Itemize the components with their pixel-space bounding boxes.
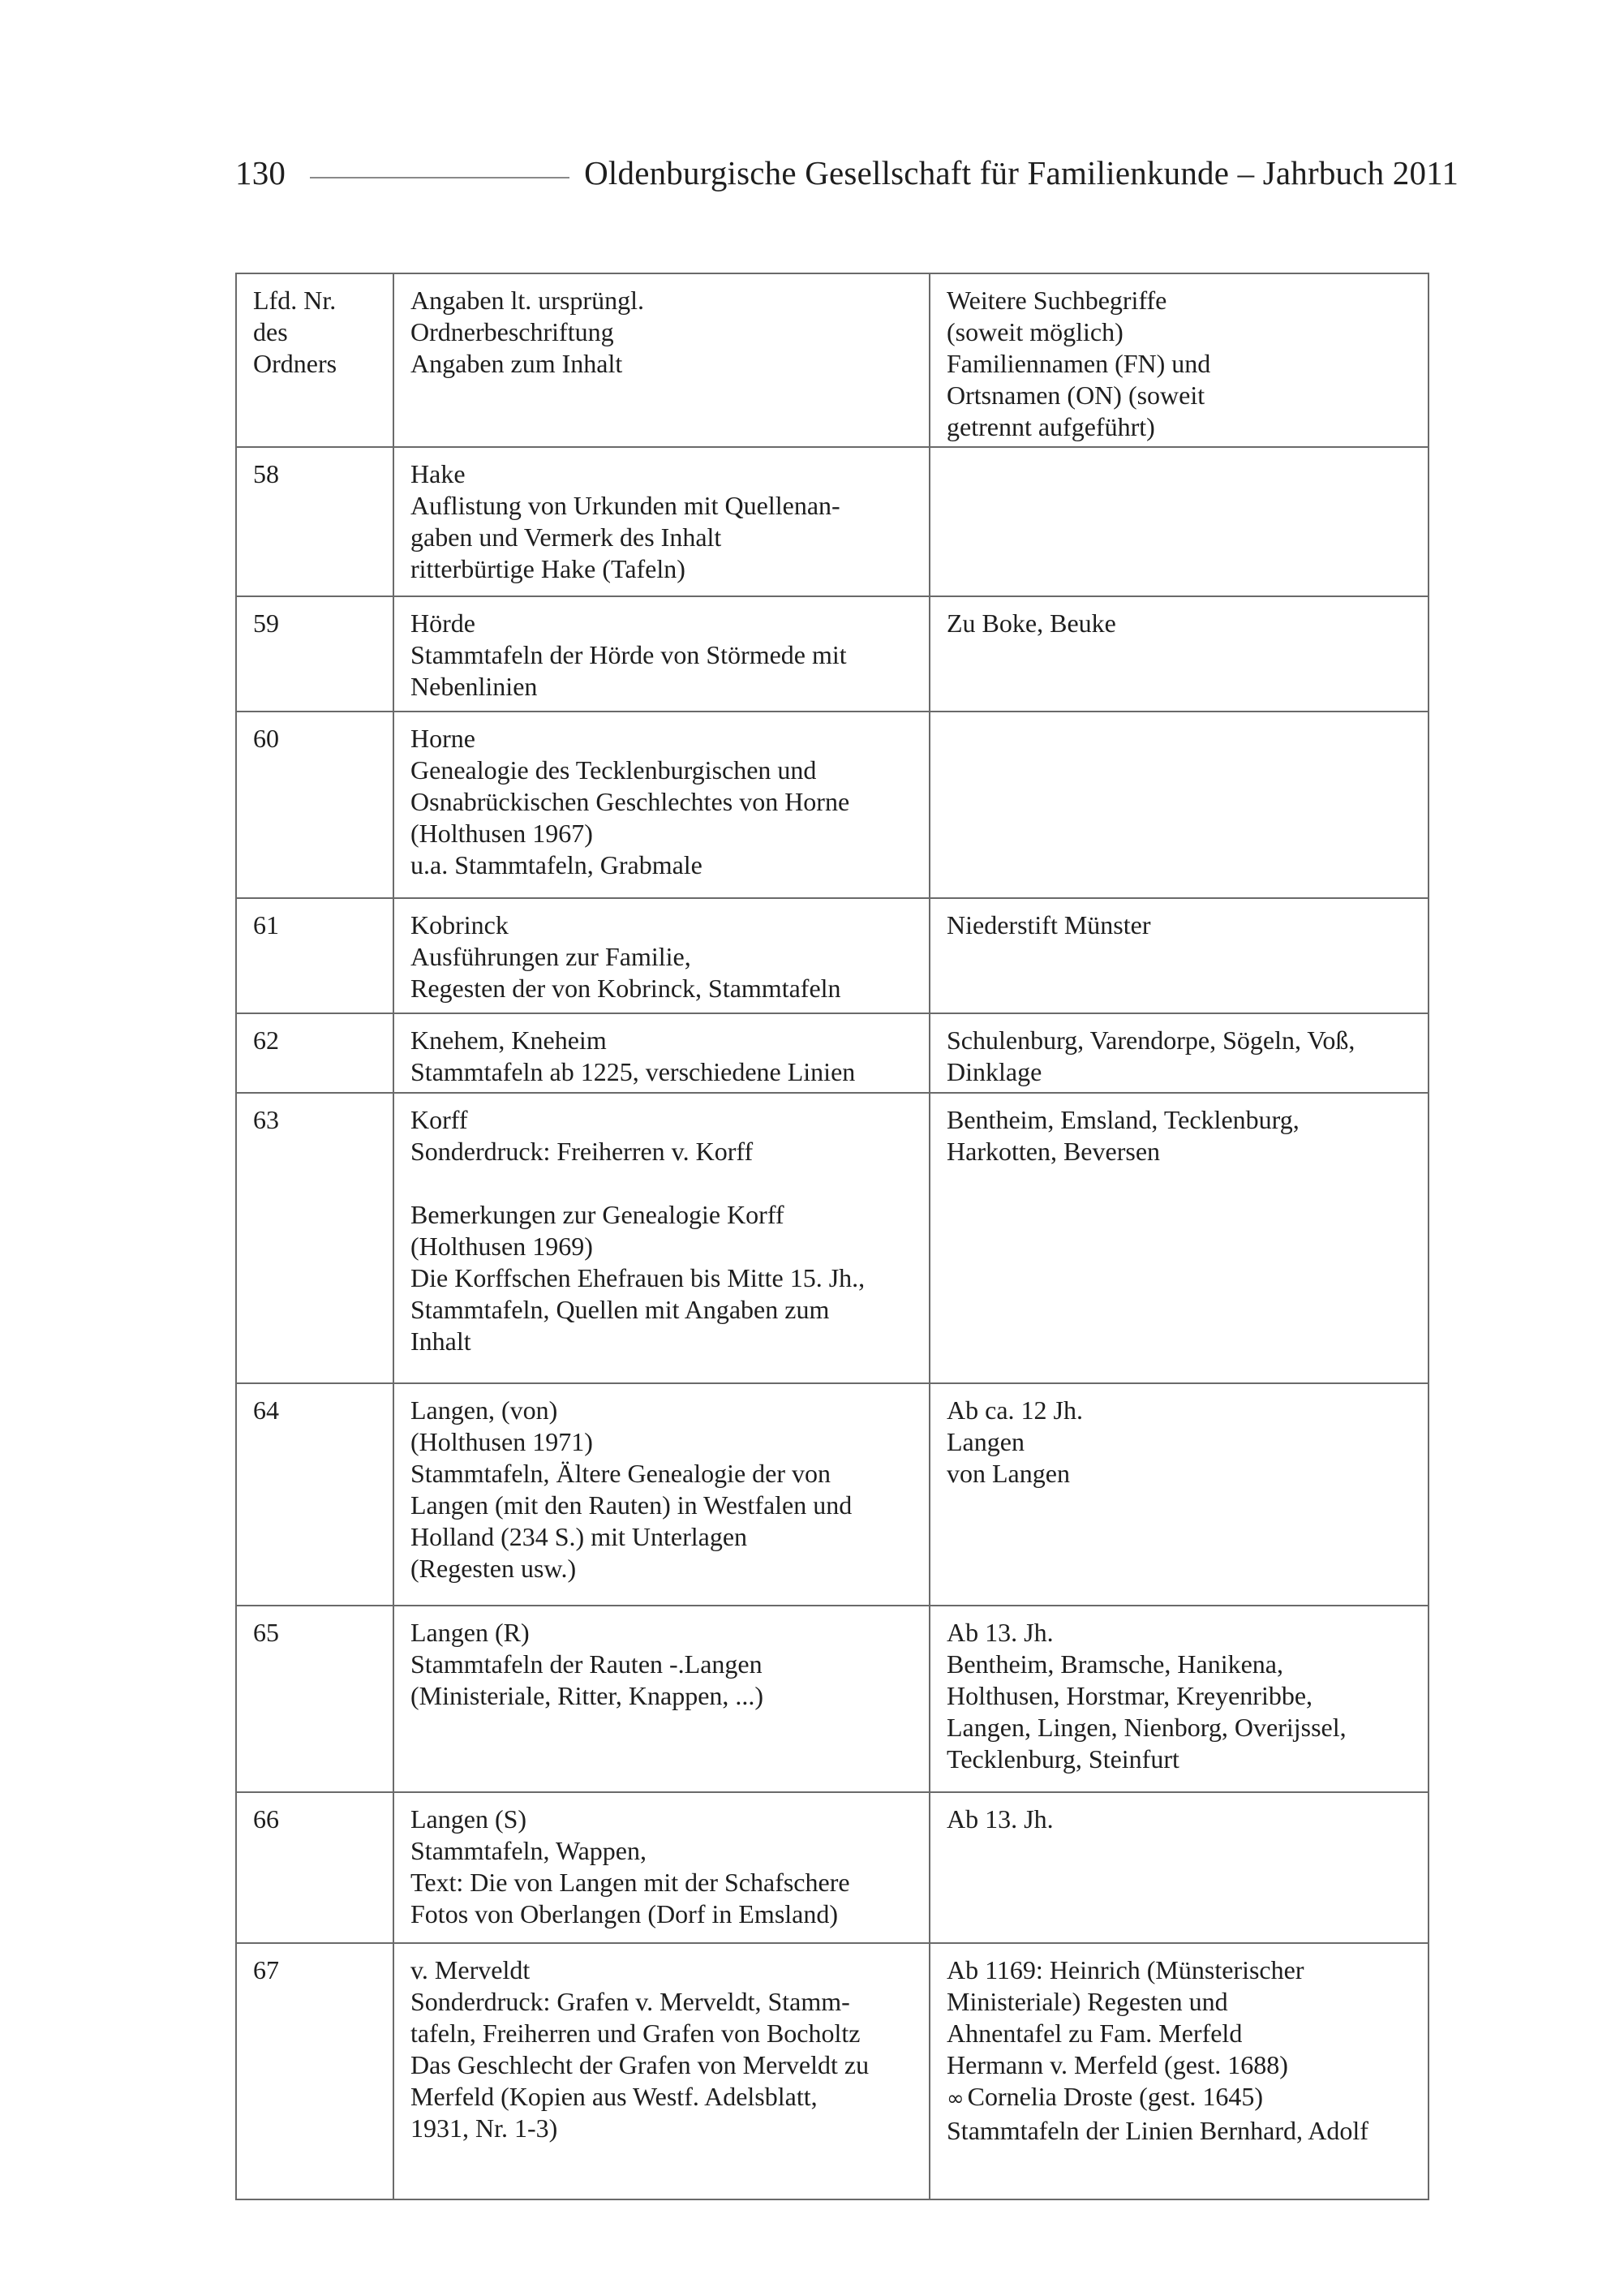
register-table (235, 273, 1429, 2200)
suchbegriff-line (947, 2081, 1415, 2115)
angaben-line: Die Korffschen Ehefrauen bis Mitte 15. Jh., (410, 1263, 866, 1292)
header-cell-suchbegriffe (930, 273, 1429, 447)
angaben-line: Hörde (410, 608, 475, 638)
suchbegriff-line: Bentheim, Bramsche, Hanikena, (947, 1649, 1283, 1679)
header-rule (310, 177, 569, 178)
table-header-row (236, 273, 1429, 447)
angaben-line: Sonderdruck: Freiherren v. Korff (410, 1137, 754, 1166)
cell-suchbegriffe (930, 1943, 1429, 2199)
ordner-number: 65 (253, 1618, 279, 1647)
angaben-line: Langen (mit den Rauten) in Westfalen und (410, 1490, 853, 1520)
angaben-line: Stammtafeln der Rauten -.Langen (410, 1649, 763, 1679)
angaben-line: (Holthusen 1971) (410, 1427, 593, 1456)
suchbegriff-line: Stammtafeln der Linien Bernhard, Adolf (947, 2116, 1368, 2145)
cell-suchbegriffe (930, 1383, 1429, 1606)
ordner-number: 60 (253, 724, 279, 753)
cell-angaben (393, 596, 930, 712)
angaben-line: Osnabrückischen Geschlechtes von Horne (410, 787, 850, 816)
angaben-line: Stammtafeln, Wappen, (410, 1836, 647, 1865)
angaben-line: (Ministeriale, Ritter, Knappen, ...) (410, 1681, 764, 1710)
header-text-line: Angaben zum Inhalt (410, 349, 623, 378)
angaben-line: Das Geschlecht der Grafen von Merveldt zu (410, 2050, 870, 2079)
header-text-line: Ordnerbeschriftung (410, 317, 614, 346)
header-text-line: Ordners (253, 349, 337, 378)
ordner-number: 64 (253, 1395, 279, 1425)
cell-nr (236, 1943, 393, 2199)
suchbegriff-line: Harkotten, Beversen (947, 1137, 1161, 1166)
cell-nr (236, 712, 393, 898)
cell-angaben (393, 447, 930, 596)
cell-angaben (393, 1013, 930, 1093)
angaben-line: Hake (410, 459, 466, 488)
table-row (236, 1013, 1429, 1093)
cell-nr (236, 898, 393, 1013)
suchbegriff-line: Ab ca. 12 Jh. (947, 1395, 1083, 1425)
cell-nr (236, 1383, 393, 1606)
angaben-line: Stammtafeln der Hörde von Störmede mit (410, 640, 847, 669)
suchbegriff-line: Ab 13. Jh. (947, 1618, 1054, 1647)
ordner-number: 58 (253, 459, 279, 488)
angaben-line: Holland (234 S.) mit Unterlagen (410, 1522, 748, 1551)
table-row (236, 898, 1429, 1013)
angaben-line: Knehem, Kneheim (410, 1025, 607, 1055)
header-text-line: getrennt aufgeführt) (947, 412, 1155, 441)
cell-angaben (393, 898, 930, 1013)
header-cell-nr (236, 273, 393, 447)
angaben-line: (Regesten usw.) (410, 1554, 577, 1583)
cell-nr (236, 447, 393, 596)
angaben-line: 1931, Nr. 1-3) (410, 2113, 558, 2143)
suchbegriff-line: Niederstift Münster (947, 910, 1151, 939)
suchbegriff-line: Ab 13. Jh. (947, 1804, 1054, 1834)
ordner-number: 66 (253, 1804, 279, 1834)
marriage-symbol-icon: ∞ (947, 2087, 965, 2111)
header-text-line: Familiennamen (FN) und (947, 349, 1211, 378)
register-table-body (236, 273, 1429, 2199)
cell-nr (236, 1606, 393, 1792)
cell-suchbegriffe (930, 1093, 1429, 1383)
cell-nr (236, 1093, 393, 1383)
suchbegriff-line: Ahnentafel zu Fam. Merfeld (947, 2019, 1243, 2048)
header-cell-angaben (393, 273, 930, 447)
angaben-line: Stammtafeln ab 1225, verschiedene Linien (410, 1057, 856, 1086)
cell-suchbegriffe (930, 1792, 1429, 1943)
angaben-line: (Holthusen 1969) (410, 1232, 593, 1261)
cell-suchbegriffe (930, 712, 1429, 898)
angaben-line: Horne (410, 724, 475, 753)
table-row (236, 596, 1429, 712)
suchbegriff-line: Zu Boke, Beuke (947, 608, 1116, 638)
cell-angaben (393, 1093, 930, 1383)
blank-line (410, 1167, 916, 1199)
header-text-line: Weitere Suchbegriffe (947, 286, 1167, 315)
angaben-line: ritterbürtige Hake (Tafeln) (410, 554, 685, 583)
suchbegriff-line: Dinklage (947, 1057, 1042, 1086)
table-row (236, 1383, 1429, 1606)
cell-angaben (393, 1383, 930, 1606)
suchbegriff-line: Langen, Lingen, Nienborg, Overijssel, (947, 1713, 1347, 1742)
cell-suchbegriffe (930, 447, 1429, 596)
suchbegriff-line: Ministeriale) Regesten und (947, 1987, 1228, 2016)
angaben-line: v. Merveldt (410, 1955, 531, 1984)
cell-nr (236, 1013, 393, 1093)
angaben-line: u.a. Stammtafeln, Grabmale (410, 850, 702, 879)
angaben-line: Bemerkungen zur Genealogie Korff (410, 1200, 784, 1229)
angaben-line: Inhalt (410, 1326, 471, 1356)
cell-angaben (393, 1943, 930, 2199)
running-title: Oldenburgische Gesellschaft für Familienkunde – Jahrbuch 2011 (584, 154, 1459, 191)
ordner-number: 59 (253, 608, 279, 638)
table-row (236, 1093, 1429, 1383)
angaben-line: Sonderdruck: Grafen v. Merveldt, Stamm- (410, 1987, 850, 2016)
angaben-line: Kobrinck (410, 910, 509, 939)
ordner-number: 61 (253, 910, 279, 939)
cell-angaben (393, 1606, 930, 1792)
suchbegriff-line: Hermann v. Merfeld (gest. 1688) (947, 2050, 1288, 2079)
suchbegriff-line: Schulenburg, Varendorpe, Sögeln, Voß, (947, 1025, 1355, 1055)
ordner-number: 67 (253, 1955, 279, 1984)
suchbegriff-line: Langen (947, 1427, 1025, 1456)
angaben-line: Ausführungen zur Familie, (410, 942, 691, 971)
angaben-line: Nebenlinien (410, 672, 538, 701)
suchbegriff-line: von Langen (947, 1459, 1070, 1488)
page-header (235, 144, 1459, 201)
table-row (236, 1792, 1429, 1943)
angaben-line: (Holthusen 1967) (410, 819, 593, 848)
table-row (236, 447, 1429, 596)
header-text-line: Angaben lt. ursprüngl. (410, 286, 644, 315)
table-row (236, 712, 1429, 898)
angaben-line: Langen, (von) (410, 1395, 558, 1425)
suchbegriff-line: Bentheim, Emsland, Tecklenburg, (947, 1105, 1300, 1134)
cell-nr (236, 596, 393, 712)
angaben-line: Langen (S) (410, 1804, 527, 1834)
cell-angaben (393, 1792, 930, 1943)
suchbegriff-text: Cornelia Droste (gest. 1645) (967, 2082, 1264, 2111)
angaben-line: Merfeld (Kopien aus Westf. Adelsblatt, (410, 2082, 818, 2111)
angaben-line: Korff (410, 1105, 468, 1134)
header-text-line: Ortsnamen (ON) (soweit (947, 381, 1205, 410)
cell-nr (236, 1792, 393, 1943)
cell-suchbegriffe (930, 898, 1429, 1013)
cell-suchbegriffe (930, 1606, 1429, 1792)
angaben-line: Stammtafeln, Quellen mit Angaben zum (410, 1295, 830, 1324)
ordner-number: 62 (253, 1025, 279, 1055)
angaben-line: Stammtafeln, Ältere Genealogie der von (410, 1459, 831, 1488)
table-row (236, 1606, 1429, 1792)
angaben-line: Text: Die von Langen mit der Schafschere (410, 1868, 850, 1897)
angaben-line: Fotos von Oberlangen (Dorf in Emsland) (410, 1899, 839, 1928)
angaben-line: Genealogie des Tecklenburgischen und (410, 755, 817, 785)
angaben-line: Auflistung von Urkunden mit Quellenan- (410, 491, 840, 520)
suchbegriff-line: Ab 1169: Heinrich (Münsterischer (947, 1955, 1304, 1984)
angaben-line: tafeln, Freiherren und Grafen von Bocholtz (410, 2019, 861, 2048)
suchbegriff-line: Tecklenburg, Steinfurt (947, 1744, 1179, 1774)
header-text-line: des (253, 317, 288, 346)
header-text-line: Lfd. Nr. (253, 286, 337, 315)
cell-angaben (393, 712, 930, 898)
cell-suchbegriffe (930, 596, 1429, 712)
ordner-number: 63 (253, 1105, 279, 1134)
angaben-line: Regesten der von Kobrinck, Stammtafeln (410, 974, 841, 1003)
angaben-line: gaben und Vermerk des Inhalt (410, 522, 722, 552)
suchbegriff-line: Holthusen, Horstmar, Kreyenribbe, (947, 1681, 1313, 1710)
table-row (236, 1943, 1429, 2199)
header-text-line: (soweit möglich) (947, 317, 1123, 346)
angaben-line: Langen (R) (410, 1618, 530, 1647)
cell-suchbegriffe (930, 1013, 1429, 1093)
page-number: 130 (235, 154, 286, 191)
